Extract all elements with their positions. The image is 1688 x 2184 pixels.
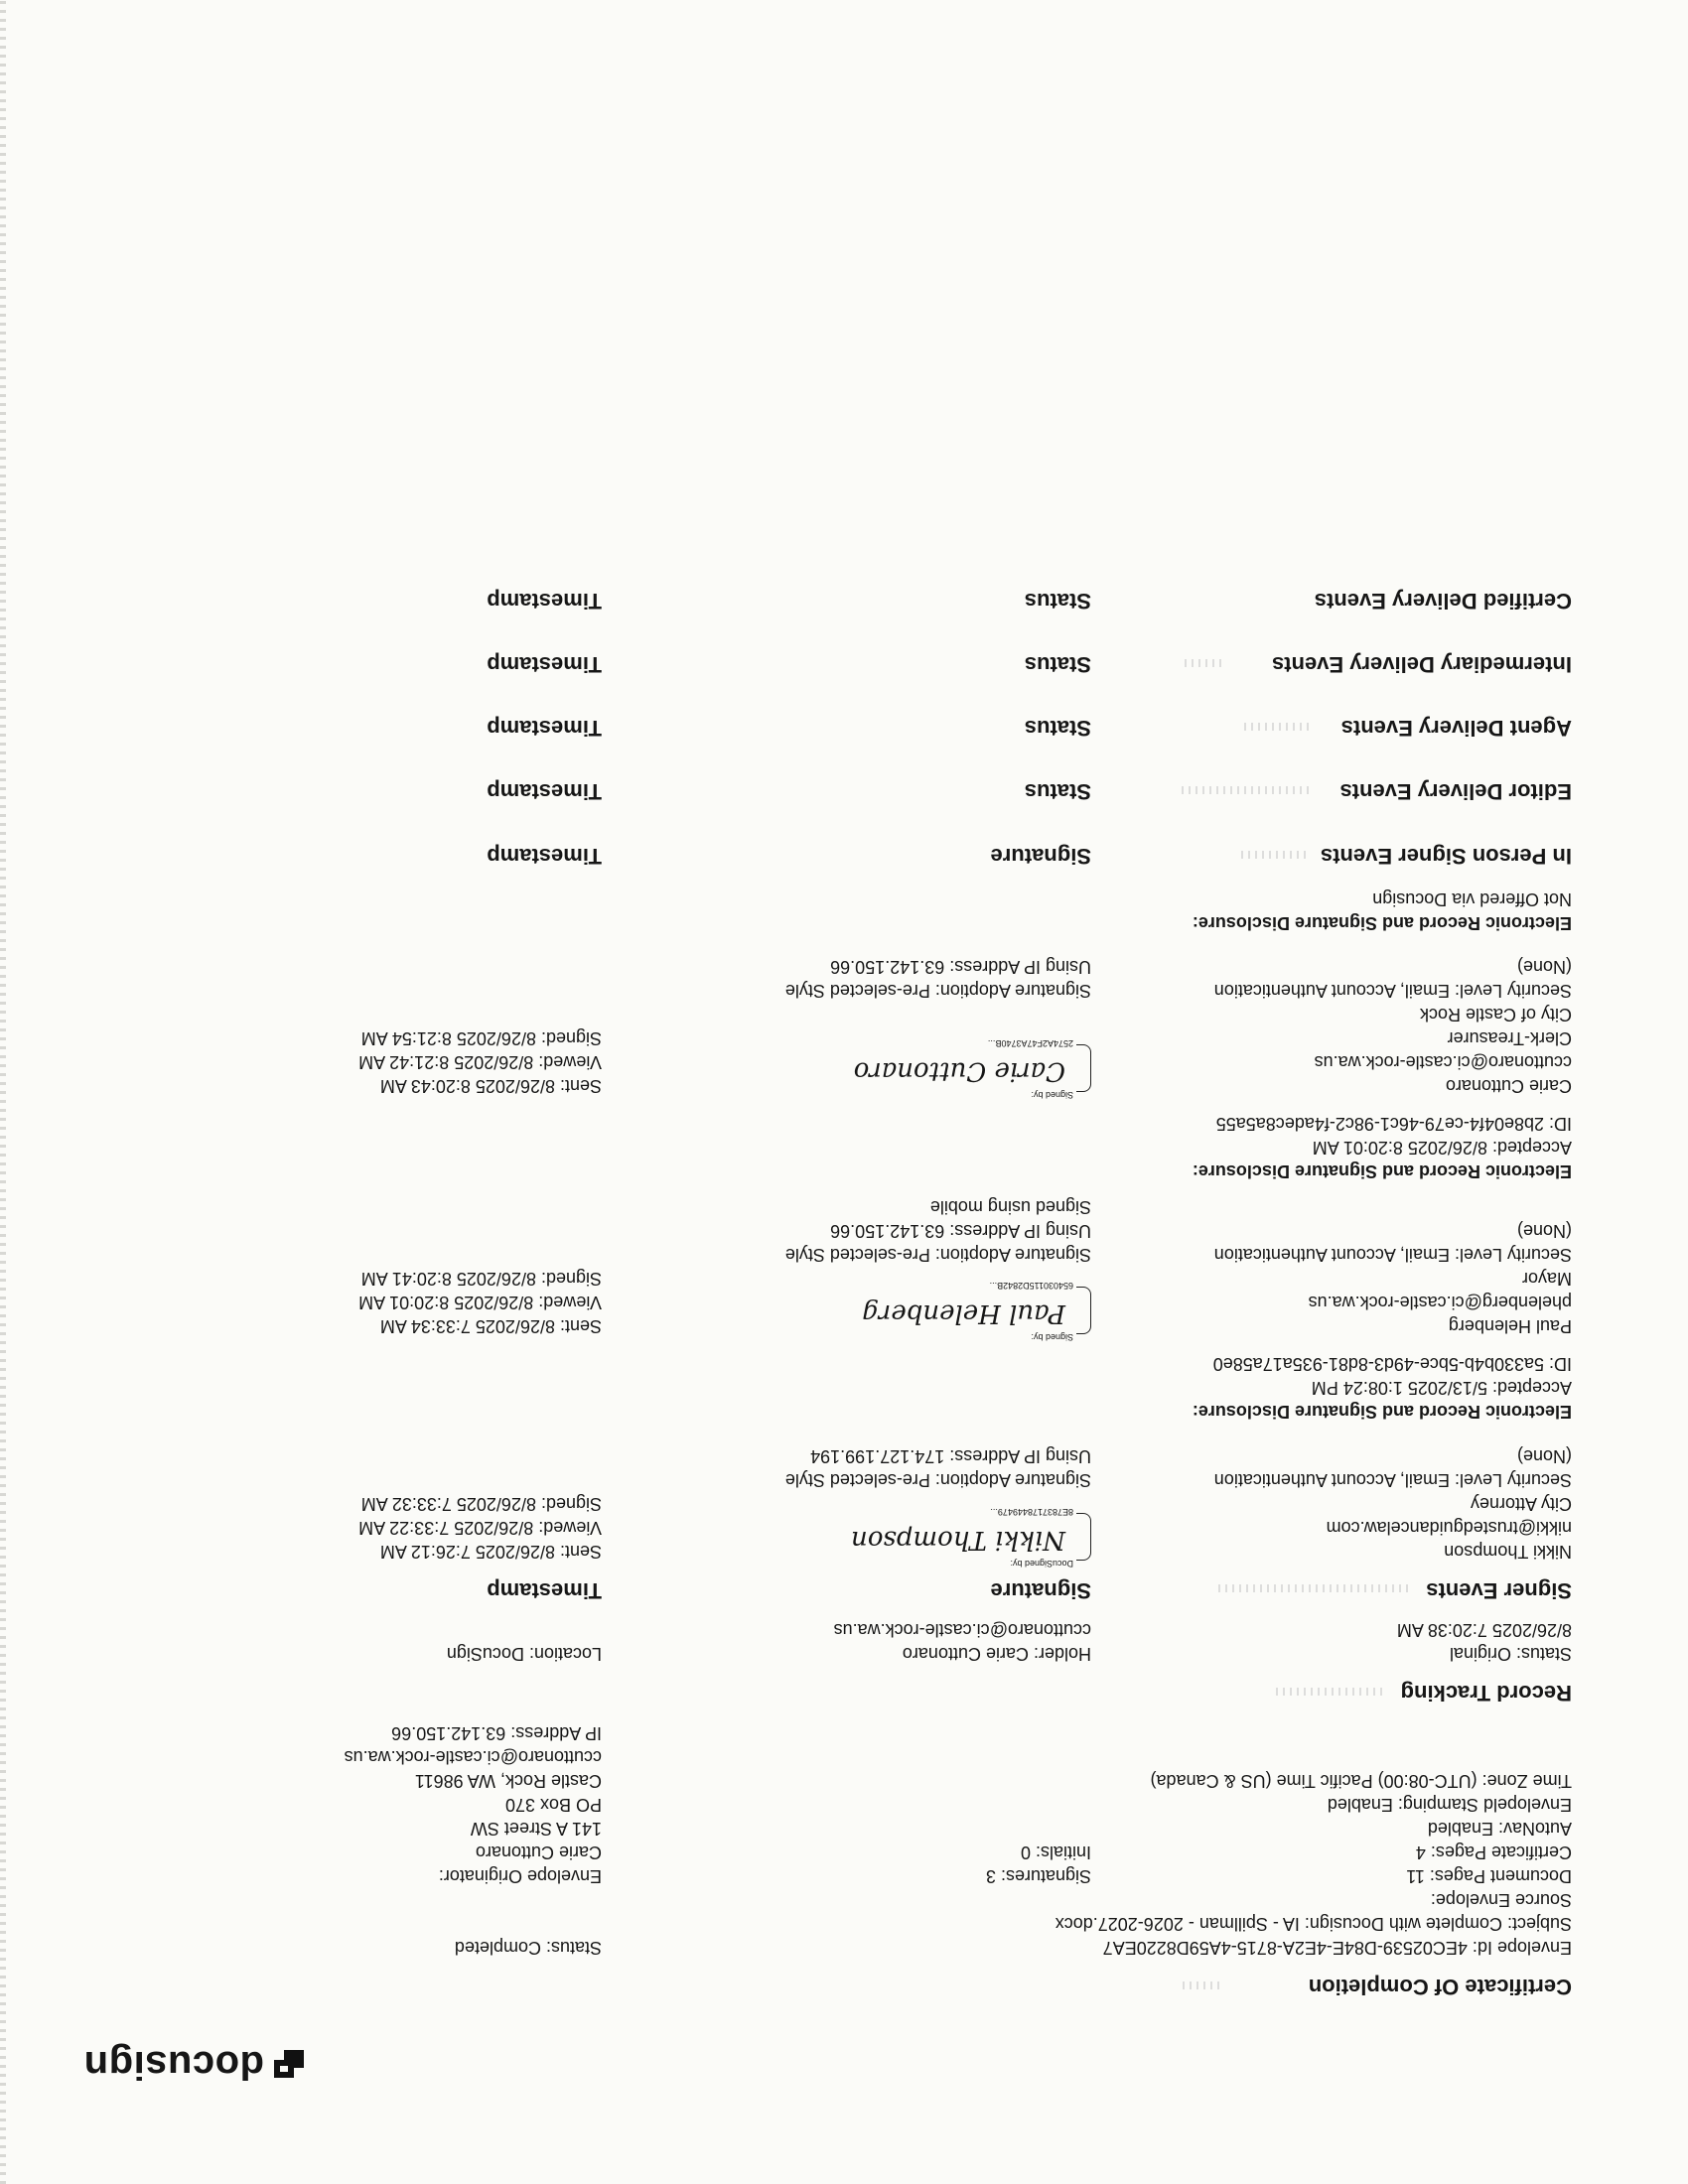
- signature-ip-address: Using IP Address: 63.142.150.66: [830, 1221, 1091, 1241]
- disclosure-label: Electronic Record and Signature Disclosure:: [1192, 913, 1572, 933]
- signer-name: Paul Helenberg: [1448, 1316, 1572, 1336]
- signer-security-none: (None): [1516, 1221, 1572, 1241]
- signature-stamp: [862, 1279, 1091, 1342]
- disclosure-label: Electronic Record and Signature Disclosure:: [1192, 1161, 1572, 1181]
- brand-name: docusign: [83, 2043, 264, 2087]
- certificate-pages: Certificate Pages: 4: [1415, 1843, 1572, 1862]
- scan-smudge: [1236, 851, 1306, 859]
- agent-timestamp-header: Timestamp: [487, 716, 602, 741]
- signature-stamp: [851, 1505, 1091, 1569]
- intermediary-timestamp-header: Timestamp: [487, 652, 602, 677]
- signer-name: Nikki Thompson: [1444, 1542, 1572, 1562]
- record-location: Location: DocuSign: [446, 1644, 602, 1664]
- signer-security-none: (None): [1516, 957, 1572, 977]
- record-date: 8/26/2025 7:20:38 AM: [1396, 1620, 1572, 1640]
- signer-security-none: (None): [1516, 1446, 1572, 1466]
- in-person-signer-events-title: In Person Signer Events: [1320, 844, 1572, 869]
- originator-name: Carie Cuttonaro: [475, 1843, 602, 1862]
- disclosure-accepted: Accepted: 8/26/2025 8:20:01 AM: [1312, 1138, 1572, 1158]
- agent-status-header: Status: [1024, 716, 1091, 741]
- timestamp-signed: Signed: 8/26/2025 8:20:41 AM: [360, 1269, 602, 1289]
- timestamp-viewed: Viewed: 8/26/2025 8:21:42 AM: [358, 1052, 602, 1072]
- scan-edge: [0, 0, 6, 2184]
- envelope-id: Envelope Id: 4EC02539-D84E-4E2A-8715-4A59D8220EA7: [1102, 1938, 1572, 1958]
- certificate-title: Certificate Of Completion: [1308, 1975, 1572, 1999]
- envelope-subject: Subject: Complete with Docusign: IA - Spillman - 2026-2027.docx: [1055, 1914, 1572, 1934]
- originator-ip: IP Address: 63.142.150.66: [391, 1723, 602, 1743]
- record-holder: Holder: Carie Cuttonaro: [902, 1644, 1091, 1664]
- intermediary-delivery-events-title: Intermediary Delivery Events: [1271, 652, 1572, 677]
- signature-image: Carie Cuttonaro: [853, 1056, 1065, 1086]
- in-person-signature-header: Signature: [990, 844, 1091, 869]
- timestamp-sent: Sent: 8/26/2025 7:33:34 AM: [379, 1316, 602, 1336]
- certified-timestamp-header: Timestamp: [487, 589, 602, 614]
- signature-ip-address: Using IP Address: 174.127.199.194: [810, 1446, 1091, 1466]
- signer-title: City Attorney: [1470, 1494, 1572, 1514]
- signer-events-signature-header: Signature: [990, 1578, 1091, 1603]
- timestamp-viewed: Viewed: 8/26/2025 8:20:01 AM: [358, 1293, 602, 1312]
- timestamp-sent: Sent: 8/26/2025 7:26:12 AM: [379, 1542, 602, 1562]
- signature-hash: 2574A2F47A3740B...: [987, 1038, 1073, 1048]
- record-tracking-title: Record Tracking: [1400, 1681, 1572, 1706]
- timestamp-signed: Signed: 8/26/2025 7:33:32 AM: [360, 1494, 602, 1514]
- signer-email: phelenberg@ci.castle-rock.wa.us: [1308, 1293, 1572, 1312]
- timestamp-signed: Signed: 8/26/2025 8:21:54 AM: [360, 1028, 602, 1048]
- initials-count: Initials: 0: [1020, 1843, 1091, 1862]
- timestamp-viewed: Viewed: 8/26/2025 7:33:22 AM: [358, 1518, 602, 1538]
- signer-events-timestamp-header: Timestamp: [487, 1578, 602, 1603]
- enveloped-stamping: Envelopeld Stamping: Enabled: [1327, 1795, 1572, 1815]
- docusign-logo-icon: [274, 2051, 304, 2079]
- signature-adoption: Signature Adoption: Pre-selected Style: [784, 1245, 1091, 1265]
- docusign-logo: [83, 2042, 304, 2087]
- signature-adoption: Signature Adoption: Pre-selected Style: [784, 981, 1091, 1001]
- agent-delivery-events-title: Agent Delivery Events: [1340, 716, 1572, 741]
- scan-smudge: [1180, 1981, 1219, 1989]
- time-zone: Time Zone: (UTC-08:00) Pacific Time (US & Canada): [1150, 1771, 1572, 1791]
- in-person-timestamp-header: Timestamp: [487, 844, 602, 869]
- disclosure-not-offered: Not Offered via Docusign: [1372, 889, 1572, 909]
- intermediary-status-header: Status: [1024, 652, 1091, 677]
- certified-delivery-events-title: Certified Delivery Events: [1314, 589, 1572, 614]
- signature-caption: Signed by:: [1031, 1090, 1073, 1100]
- originator-email: ccuttonaro@ci.castle-rock.wa.us: [344, 1747, 602, 1767]
- disclosure-accepted: Accepted: 5/13/2025 1:08:24 PM: [1311, 1378, 1572, 1398]
- scan-smudge: [1239, 723, 1309, 731]
- signature-ip-address: Using IP Address: 63.142.150.66: [830, 957, 1091, 977]
- originator-label: Envelope Originator:: [438, 1866, 602, 1886]
- timestamp-sent: Sent: 8/26/2025 8:20:43 AM: [379, 1076, 602, 1096]
- signer-title: Clerk-Treasurer: [1447, 1028, 1572, 1048]
- signature-hash: 654030115D2842B...: [989, 1281, 1073, 1291]
- originator-po-box: PO Box 370: [504, 1795, 602, 1815]
- signer-email: nikki@trustedguidancelaw.com: [1326, 1518, 1572, 1538]
- signature-adoption: Signature Adoption: Pre-selected Style: [784, 1470, 1091, 1490]
- signature-caption: DocuSigned by:: [1010, 1559, 1073, 1569]
- scan-smudge: [1182, 659, 1221, 667]
- source-envelope: Source Envelope:: [1430, 1890, 1572, 1910]
- editor-timestamp-header: Timestamp: [487, 779, 602, 804]
- scan-smudge: [1180, 786, 1309, 794]
- signer-security-level: Security Level: Email, Account Authentication: [1213, 1470, 1572, 1490]
- editor-delivery-events-title: Editor Delivery Events: [1339, 779, 1572, 804]
- signer-organization: City of Castle Rock: [1419, 1005, 1572, 1024]
- originator-street: 141 A Street SW: [470, 1819, 602, 1839]
- signer-name: Carie Cuttonaro: [1445, 1076, 1572, 1096]
- originator-city: Castle Rock, WA 98611: [414, 1771, 602, 1791]
- signature-stamp: [853, 1036, 1091, 1100]
- signature-image: Nikki Thompson: [851, 1525, 1065, 1555]
- signature-image: Paul Helenberg: [862, 1298, 1065, 1328]
- signer-security-level: Security Level: Email, Account Authentication: [1213, 981, 1572, 1001]
- scan-smudge: [1273, 1688, 1382, 1696]
- disclosure-id: ID: 5a330b4b-5bce-49d3-8d81-935a17a58e0: [1212, 1354, 1572, 1374]
- signer-title: Mayor: [1521, 1269, 1572, 1289]
- editor-status-header: Status: [1024, 779, 1091, 804]
- signer-email: ccuttonaro@ci.castle-rock.wa.us: [1314, 1052, 1572, 1072]
- signer-security-level: Security Level: Email, Account Authentication: [1213, 1245, 1572, 1265]
- autonav: AutoNav: Enabled: [1427, 1819, 1572, 1839]
- disclosure-label: Electronic Record and Signature Disclosure:: [1192, 1402, 1572, 1422]
- certified-status-header: Status: [1024, 589, 1091, 614]
- signer-events-title: Signer Events: [1426, 1578, 1572, 1603]
- signature-caption: Signed by:: [1031, 1332, 1073, 1342]
- signature-hash: 8E7837178449479...: [990, 1507, 1073, 1517]
- document-pages: Document Pages: 11: [1406, 1866, 1572, 1886]
- envelope-status: Status: Completed: [454, 1938, 602, 1958]
- scan-smudge: [1214, 1584, 1408, 1592]
- disclosure-id: ID: 2b8e04f4-ce79-46c1-98c2-f4adec8a5a55: [1215, 1114, 1572, 1134]
- record-status: Status: Original: [1449, 1644, 1572, 1664]
- signatures-count: Signatures: 3: [985, 1866, 1091, 1886]
- signed-using-mobile: Signed using mobile: [929, 1197, 1091, 1217]
- record-holder-email: ccuttonaro@ci.castle-rock.wa.us: [833, 1620, 1091, 1640]
